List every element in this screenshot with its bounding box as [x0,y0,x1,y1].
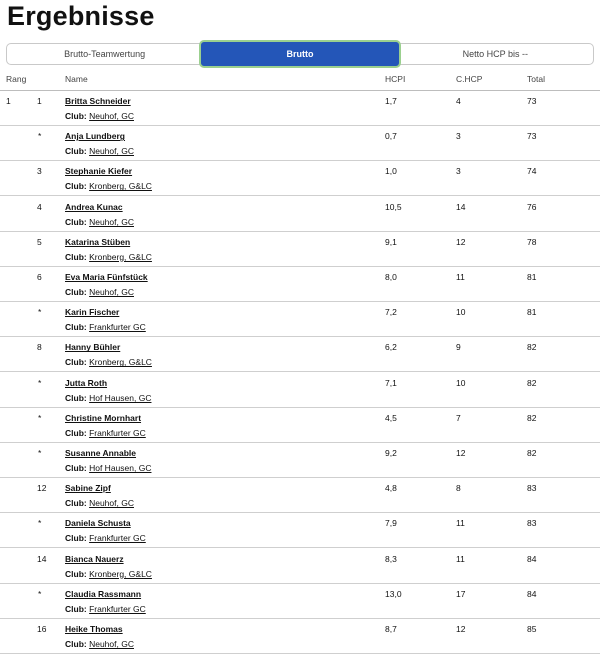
row-divider [0,653,600,654]
total-value: 82 [527,412,537,423]
rank-position: 14 [37,553,47,564]
column-header-chcp: C.HCP [456,74,483,84]
club-info [65,181,152,191]
column-header-total: Total [527,74,545,84]
chcp-value: 11 [456,518,465,529]
club-info [65,393,151,403]
club-info [65,146,134,156]
table-row [0,126,600,161]
club-label: Club: [65,568,87,579]
tab-label: Netto HCP bis -- [462,49,528,59]
rank-position: 6 [37,272,42,282]
player-name-link[interactable]: Hanny Bühler [65,342,121,353]
club-info [65,322,146,332]
club-label: Club: [65,603,87,614]
club-info [65,533,146,543]
club-info [65,287,134,297]
hcpi-value: 6,2 [385,342,397,353]
total-value: 73 [527,96,537,106]
total-value: 81 [527,272,537,282]
player-name-link[interactable]: Anja Lundberg [65,131,125,142]
club-link[interactable]: Frankfurter GC [89,533,146,544]
club-label: Club: [65,533,87,544]
club-link[interactable]: Kronberg, G&LC [89,357,152,368]
club-link[interactable]: Hof Hausen, GC [89,392,152,403]
tab-brutto-teamwertung[interactable] [7,44,202,64]
chcp-value: 11 [456,553,465,564]
club-info [65,428,146,438]
club-label: Club: [65,146,87,157]
player-name-link[interactable]: Karin Fischer [65,307,120,318]
player-name-link[interactable]: Stephanie Kiefer [65,166,133,177]
player-name-link[interactable]: Katarina Stüben [65,236,131,247]
column-header-name: Name [65,74,88,84]
column-header-hcpi: HCPI [385,74,406,84]
column-header-rank: Rang [6,74,27,84]
club-info [65,357,152,367]
total-value: 83 [527,518,537,529]
total-value: 82 [527,448,537,458]
rank-position: * [38,588,42,599]
hcpi-value: 4,8 [385,483,397,494]
player-name-link[interactable]: Britta Schneider [65,96,131,106]
table-row [0,443,600,478]
table-row [0,549,600,584]
table-row [0,513,600,548]
rank-position: * [38,412,42,423]
hcpi-value: 9,2 [385,448,397,458]
tab-brutto[interactable] [202,44,397,64]
club-link[interactable]: Neuhof, GC [89,146,134,157]
total-value: 82 [527,377,537,388]
table-row [0,232,600,267]
rank-position: 4 [37,201,42,212]
player-name-link[interactable]: Sabine Zipf [65,483,111,494]
club-link[interactable]: Neuhof, GC [89,111,134,121]
rank-position: * [38,518,42,529]
total-value: 74 [527,166,537,177]
chcp-value: 3 [456,166,461,177]
club-label: Club: [65,463,87,473]
rank-position: * [38,448,42,458]
club-label: Club: [65,392,87,403]
club-link[interactable]: Neuhof, GC [89,216,134,227]
club-label: Club: [65,111,87,121]
rank-position: 5 [37,236,42,247]
club-label: Club: [65,357,87,368]
club-label: Club: [65,287,87,297]
total-value: 85 [527,624,537,634]
rank-position: 1 [37,96,42,106]
club-info [65,569,152,579]
hcpi-value: 8,7 [385,624,397,634]
club-link[interactable]: Kronberg, G&LC [89,181,152,192]
hcpi-value: 9,1 [385,236,397,247]
club-label: Club: [65,216,87,227]
total-value: 82 [527,342,537,353]
hcpi-value: 7,1 [385,377,397,388]
table-row [0,197,600,232]
hcpi-value: 1,7 [385,96,397,106]
club-info [65,217,134,227]
rank-position: * [38,131,42,142]
table-row [0,584,600,619]
total-value: 76 [527,201,537,212]
rank-position: * [38,377,42,388]
table-row [0,161,600,196]
chcp-value: 8 [456,483,461,494]
table-row [0,478,600,513]
club-link[interactable]: Kronberg, G&LC [89,568,152,579]
player-name-link[interactable]: Bianca Nauerz [65,553,124,564]
chcp-value: 7 [456,412,461,423]
chcp-value: 12 [456,448,466,458]
club-info [65,463,151,473]
rank-position: 12 [37,483,47,494]
tab-label: Brutto [199,40,400,68]
club-link[interactable]: Neuhof, GC [89,639,134,649]
chcp-value: 17 [456,588,466,599]
player-name-link[interactable]: Christine Mornhart [65,412,142,423]
table-row [0,91,600,126]
total-value: 84 [527,588,537,599]
hcpi-value: 10,5 [385,201,402,212]
hcpi-value: 4,5 [385,412,397,423]
hcpi-value: 8,0 [385,272,397,282]
rank-position: 8 [37,342,42,353]
player-name-link[interactable]: Daniela Schusta [65,518,131,529]
total-value: 83 [527,483,537,494]
page-title: Ergebnisse [7,1,155,31]
player-name-link[interactable]: Heike Thomas [65,624,123,634]
club-label: Club: [65,498,87,509]
club-link[interactable]: Hof Hausen, GC [89,463,152,473]
player-name-link[interactable]: Susanne Annable [65,448,137,458]
table-row [0,408,600,443]
rank-group: 1 [6,96,11,106]
table-row [0,619,600,654]
club-link[interactable]: Neuhof, GC [89,287,134,297]
chcp-value: 4 [456,96,461,106]
chcp-value: 14 [456,201,466,212]
hcpi-value: 7,9 [385,518,397,529]
club-label: Club: [65,639,87,649]
player-name-link[interactable]: Eva Maria Fünfstück [65,272,148,282]
chcp-value: 11 [456,272,465,282]
chcp-value: 9 [456,342,461,353]
total-value: 78 [527,236,537,247]
total-value: 84 [527,553,537,564]
chcp-value: 12 [456,624,466,634]
club-label: Club: [65,251,87,262]
player-name-link[interactable]: Andrea Kunac [65,201,123,212]
tab-label: Brutto-Teamwertung [64,49,146,59]
club-label: Club: [65,322,87,333]
hcpi-value: 1,0 [385,166,397,177]
table-row [0,337,600,372]
hcpi-value: 0,7 [385,131,397,142]
club-link[interactable]: Frankfurter GC [89,603,146,614]
chcp-value: 3 [456,131,461,142]
table-row [0,302,600,337]
table-row [0,373,600,408]
club-link[interactable]: Frankfurter GC [89,322,146,333]
rank-position: 16 [37,624,47,634]
hcpi-value: 8,3 [385,553,397,564]
club-info [65,252,152,262]
club-info [65,498,134,508]
chcp-value: 12 [456,236,466,247]
tab-netto-hcp[interactable] [398,44,593,64]
club-info [65,111,134,121]
club-info [65,639,134,649]
club-link[interactable]: Kronberg, G&LC [89,251,152,262]
total-value: 81 [527,307,537,318]
club-link[interactable]: Neuhof, GC [89,498,134,509]
club-info [65,604,146,614]
total-value: 73 [527,131,537,142]
table-row [0,267,600,302]
rank-position: * [38,307,42,318]
rank-position: 3 [37,166,42,177]
club-label: Club: [65,181,87,192]
hcpi-value: 13,0 [385,588,402,599]
club-label: Club: [65,427,87,438]
result-tabs [6,43,594,65]
player-name-link[interactable]: Jutta Roth [65,377,108,388]
hcpi-value: 7,2 [385,307,397,318]
player-name-link[interactable]: Claudia Rassmann [65,588,142,599]
club-link[interactable]: Frankfurter GC [89,427,146,438]
chcp-value: 10 [456,307,466,318]
chcp-value: 10 [456,377,466,388]
